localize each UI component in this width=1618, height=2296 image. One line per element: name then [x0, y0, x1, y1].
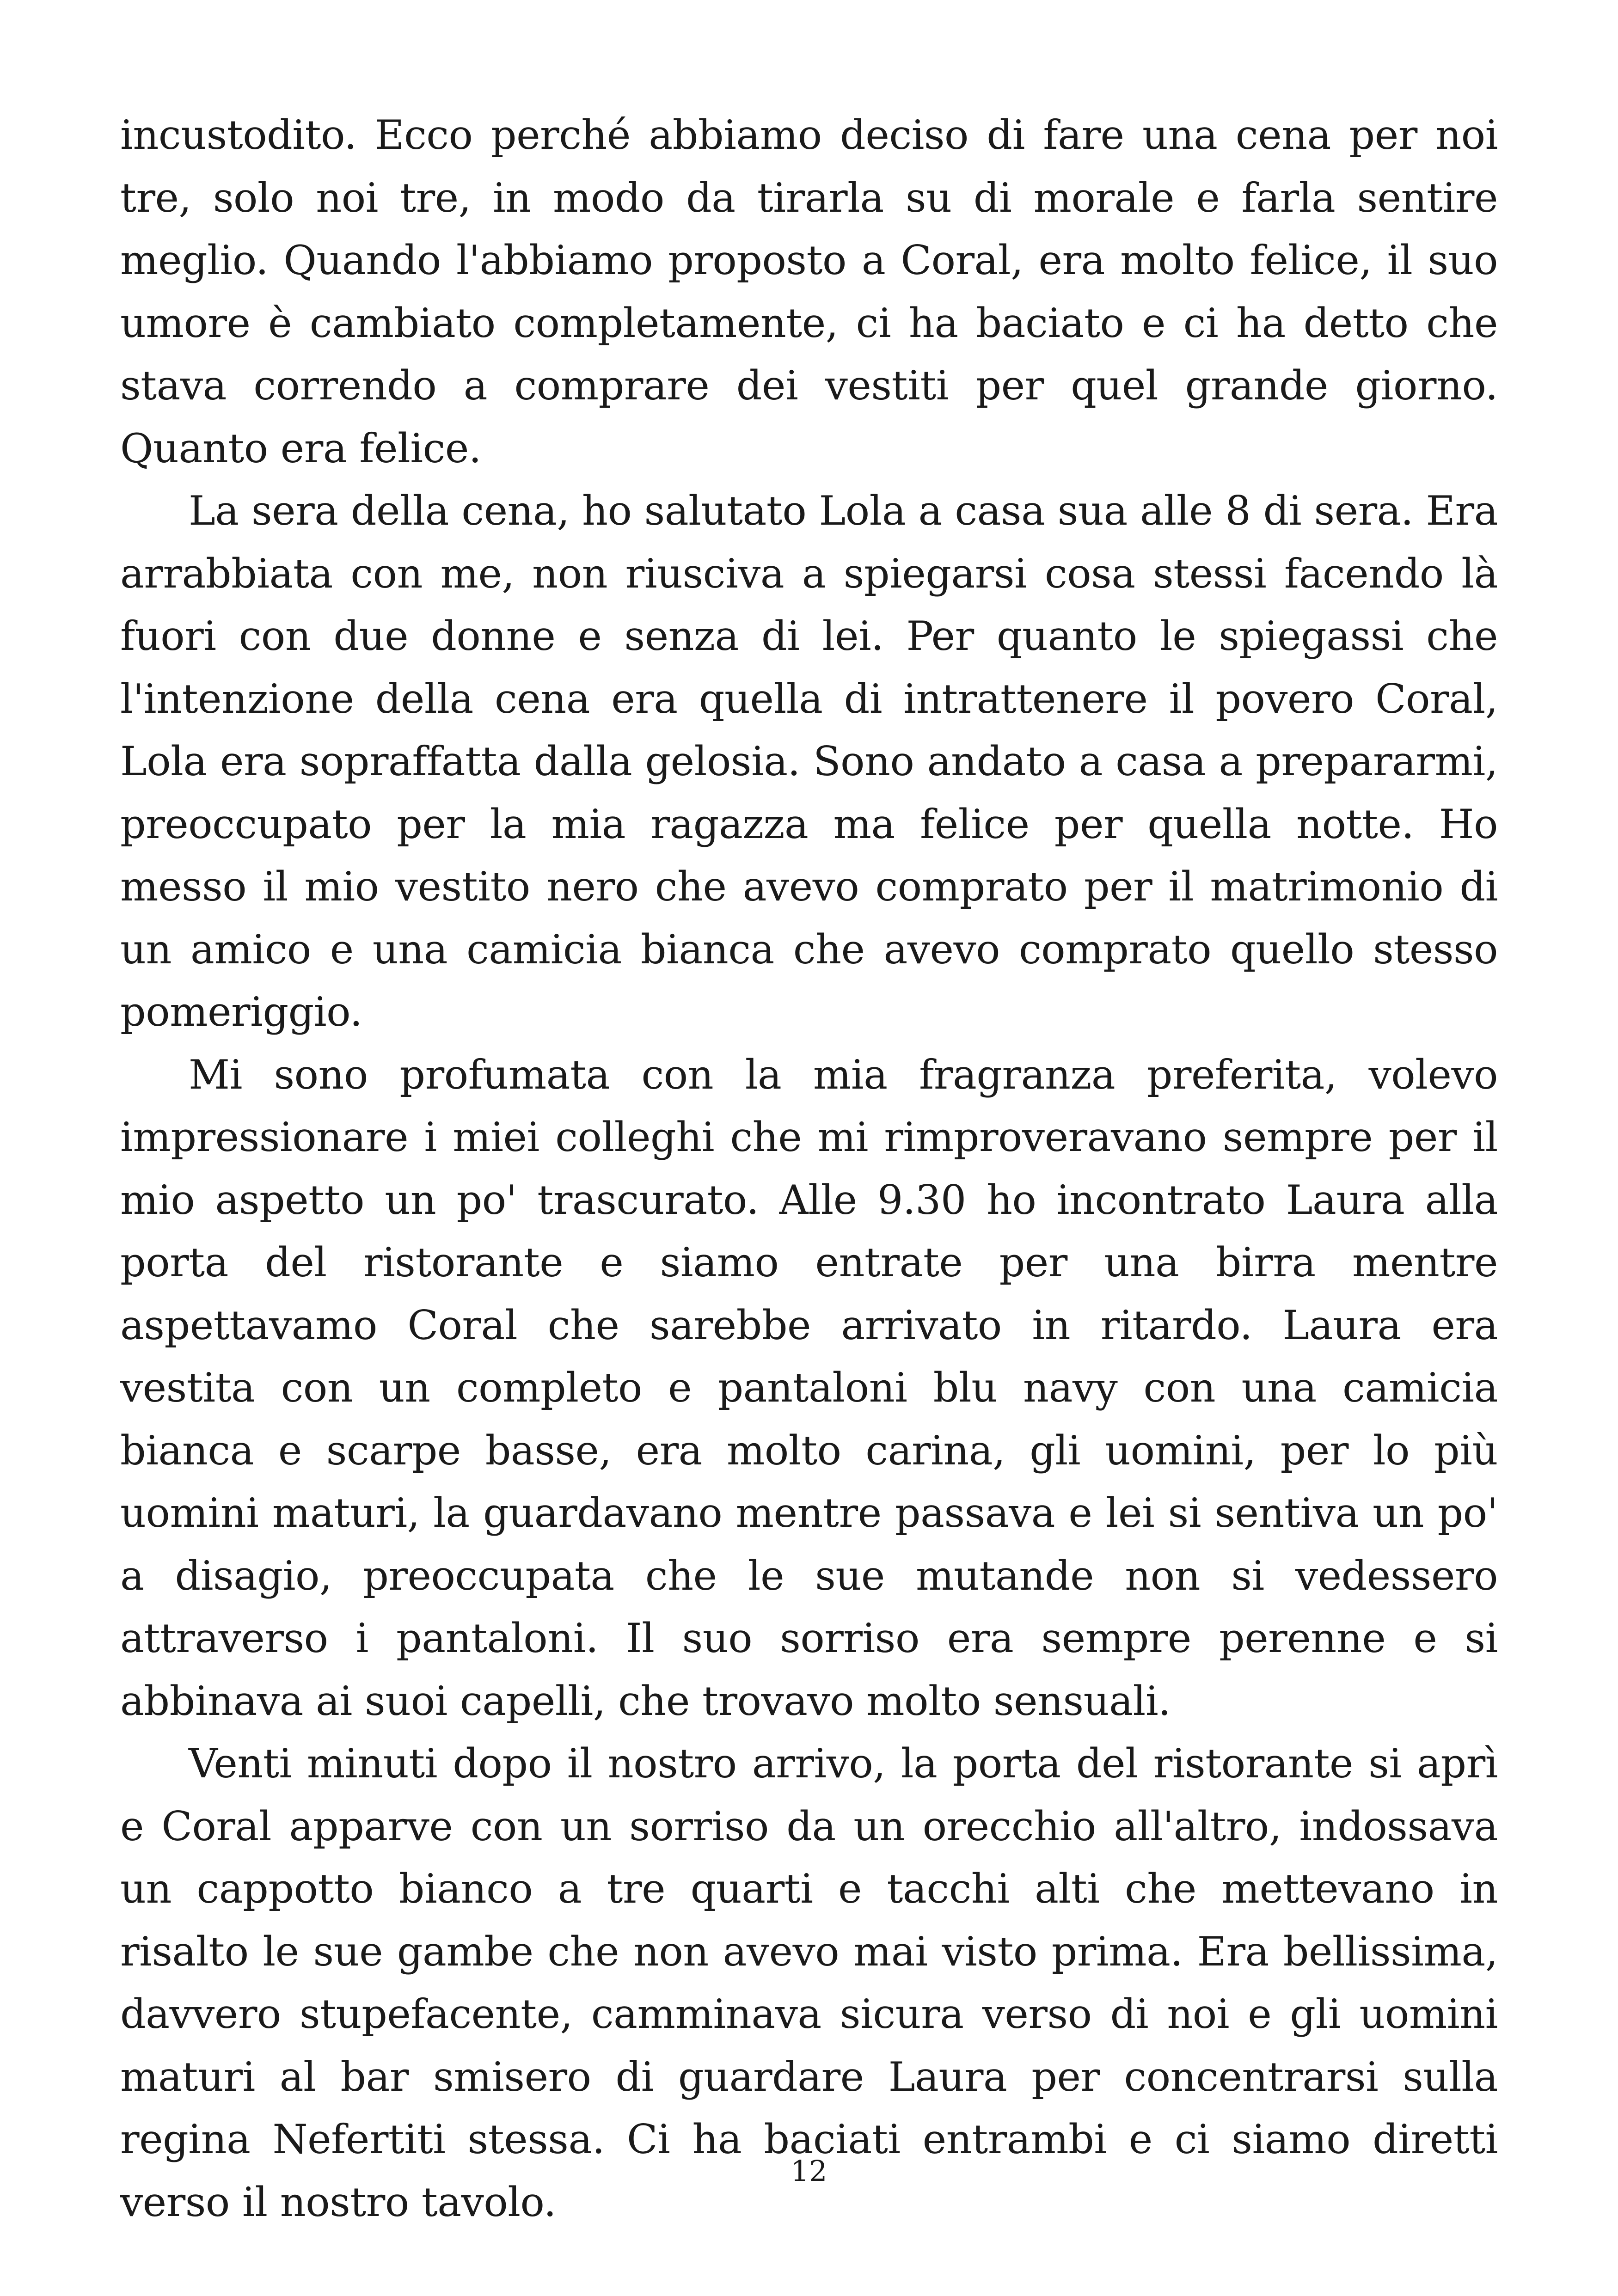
paragraph: Venti minuti dopo il nostro arrivo, la porta del ristorante si aprì e Coral apparve con un sorriso da un orecchio all'altro, indossava un cappotto bianco a tre quarti e tacchi alti che mettevano in risalto le sue gambe che non avevo mai visto prima. Era bellissima, davvero stupefacente, camminava sicura verso di noi e gli uomini maturi al bar smisero di guardare Laura per concentrarsi sulla regina Nefertiti stessa. Ci ha baciati entrambi e ci siamo diretti verso il nostro tavolo. [120, 1740, 1498, 2226]
body-text [120, 104, 1498, 2234]
paragraph: Mi sono profumata con la mia fragranza preferita, volevo impressionare i miei colleghi che mi rimproveravano sempre per il mio aspetto un po' trascurato. Alle 9.30 ho incontrato Laura alla porta del ristorante e siamo entrate per una birra mentre aspettavamo Coral che sarebbe arrivato in ritardo. Laura era vestita con un completo e pantaloni blu navy con una camicia bianca e scarpe basse, era molto carina, gli uomini, per lo più uomini maturi, la guardavano mentre passava e lei si sentiva un po' a disagio, preoccupata che le sue mutande non si vedessero attraverso i pantaloni. Il suo sorriso era sempre perenne e si abbinava ai suoi capelli, che trovavo molto sensuali. [120, 1051, 1498, 1725]
paragraph: La sera della cena, ho salutato Lola a casa sua alle 8 di sera. Era arrabbiata con me, non riusciva a spiegarsi cosa stessi facendo là fuori con due donne e senza di lei. Per quanto le spiegassi che l'intenzione della cena era quella di intrattenere il povero Coral, Lola era sopraffatta dalla gelosia. Sono andato a casa a prepararmi, preoccupato per la mia ragazza ma felice per quella notte. Ho messo il mio vestito nero che avevo comprato per il matrimonio di un amico e una camicia bianca che avevo comprato quello stesso pomeriggio. [120, 487, 1498, 1035]
paragraph-continuation: incustodito. Ecco perché abbiamo deciso di fare una cena per noi tre, solo noi tre, in modo da tirarla su di morale e farla sentire meglio. Quando l'abbiamo proposto a Coral, era molto felice, il suo umore è cambiato completamente, ci ha baciato e ci ha detto che stava correndo a comprare dei vestiti per quel grande giorno. Quanto era felice. [120, 111, 1498, 472]
page-number: 12 [791, 2154, 827, 2188]
